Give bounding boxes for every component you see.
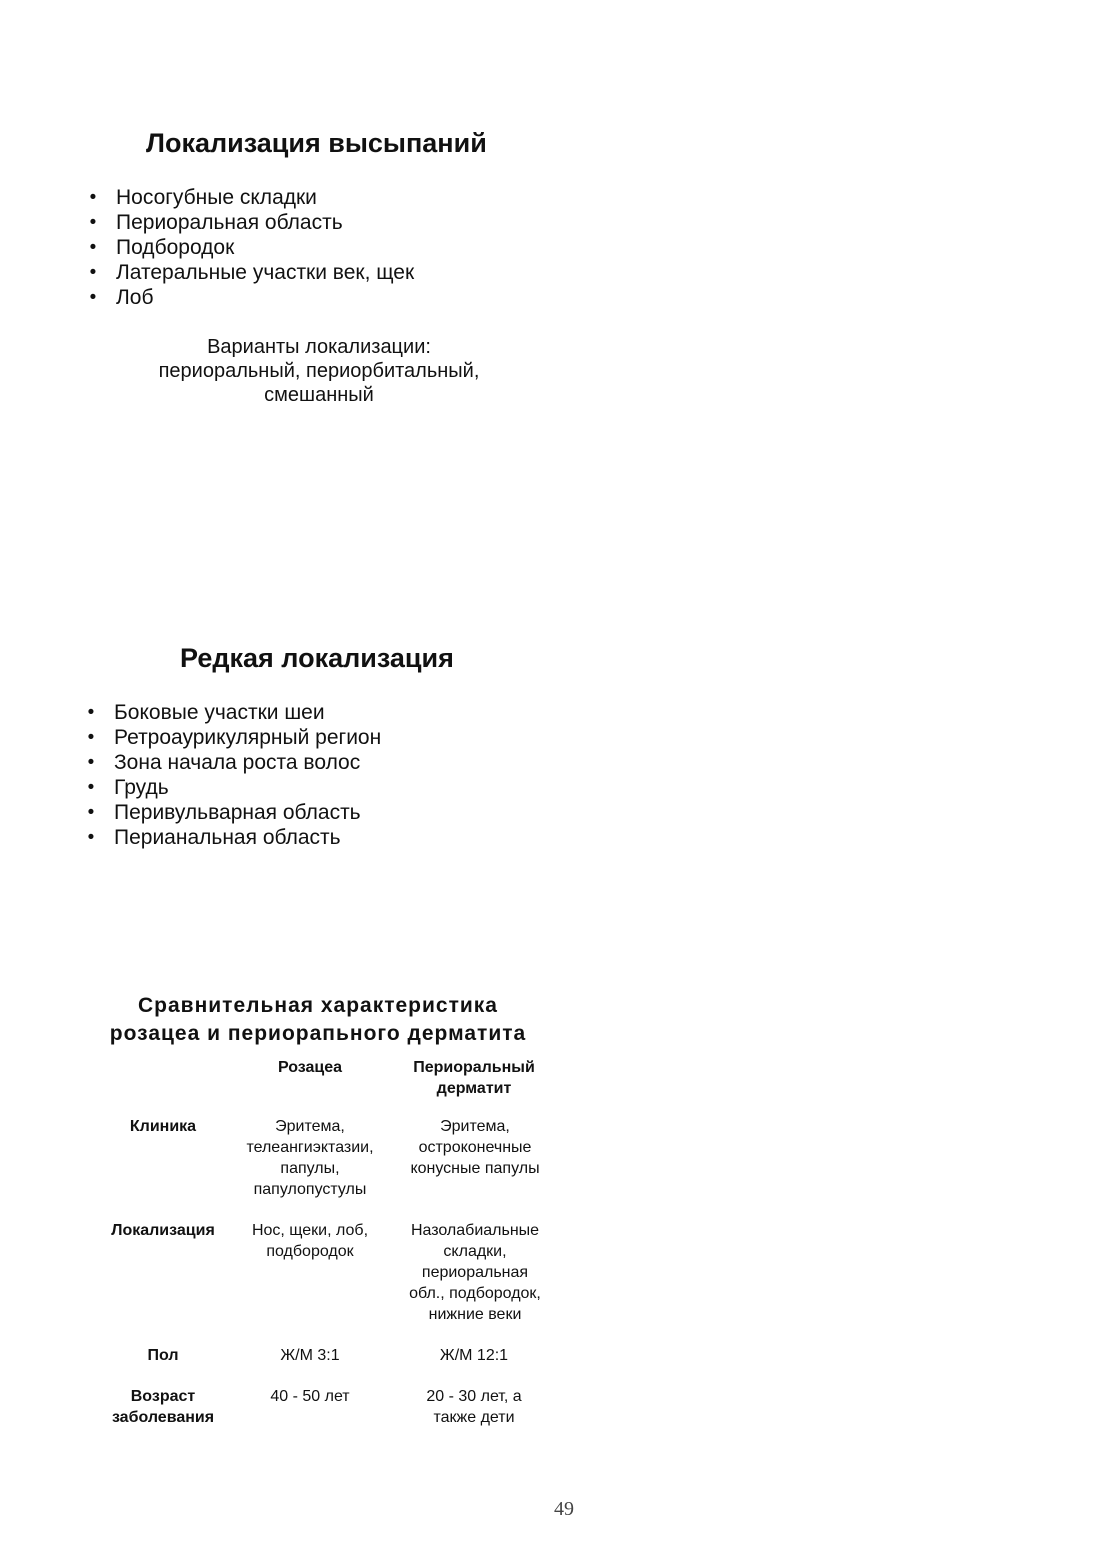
- table-row: [100, 1220, 546, 1345]
- section-title-rare-localization: Редкая локализация: [180, 643, 454, 673]
- page-number: 49: [554, 1498, 574, 1520]
- bullet-icon: •: [89, 287, 97, 308]
- header-empty: [100, 1057, 226, 1116]
- bullet-icon: •: [89, 237, 97, 258]
- cell-rosacea: Нос, щеки, лоб, подбородок: [251, 1222, 369, 1260]
- variants-line: Варианты локализации:: [207, 336, 431, 358]
- list-item: • Лоб: [86, 285, 414, 310]
- variants-line: смешанный: [264, 384, 374, 406]
- list-item: • Грудь: [84, 775, 381, 800]
- list-item: • Носогубные складки: [86, 185, 414, 210]
- localization-list: [86, 185, 414, 310]
- comparison-title-line: розацеа и периорапьного дерматита: [109, 1022, 527, 1045]
- bullet-icon: •: [87, 802, 95, 823]
- cell-rosacea: Ж/М 3:1: [280, 1347, 340, 1364]
- cell-perioral: Назолабиальные складки, периоральная обл., подбородок, нижние веки: [409, 1222, 541, 1323]
- bullet-icon: •: [87, 727, 95, 748]
- list-item: • Подбородок: [86, 235, 414, 260]
- bullet-icon: •: [89, 212, 97, 233]
- comparison-table: [100, 1057, 546, 1448]
- bullet-icon: •: [87, 702, 95, 723]
- cell-perioral: Ж/М 12:1: [439, 1347, 509, 1364]
- variants-line: периоральный, периорбитальный,: [158, 360, 480, 382]
- cell-rosacea: Эритема, телеангиэктазии, папулы, папулопустулы: [246, 1118, 374, 1198]
- header-perioral: Периоральный дерматит: [413, 1059, 535, 1097]
- comparison-title: [90, 992, 546, 1048]
- table-row: [100, 1345, 546, 1386]
- header-rosacea: Розацеа: [277, 1059, 343, 1076]
- row-label: Локализация: [111, 1222, 215, 1239]
- cell-perioral: 20 - 30 лет, а также дети: [426, 1388, 522, 1426]
- bullet-icon: •: [89, 262, 97, 283]
- list-item: • Периоральная область: [86, 210, 414, 235]
- row-label: Пол: [147, 1347, 179, 1364]
- list-item: • Перианальная область: [84, 825, 381, 850]
- table-row: [100, 1386, 546, 1448]
- localization-variants: [130, 335, 508, 407]
- bullet-icon: •: [87, 777, 95, 798]
- bullet-icon: •: [87, 827, 95, 848]
- list-item: • Боковые участки шеи: [84, 700, 381, 725]
- comparison-title-line: Сравнительная характеристика: [138, 994, 498, 1017]
- cell-perioral: Эритема, остроконечные конусные папулы: [410, 1118, 540, 1177]
- list-item: • Латеральные участки век, щек: [86, 260, 414, 285]
- list-item: • Перивульварная область: [84, 800, 381, 825]
- section-title-localization: Локализация высыпаний: [146, 128, 487, 158]
- cell-rosacea: 40 - 50 лет: [270, 1388, 350, 1405]
- table-row: [100, 1116, 546, 1220]
- rare-localization-list: [84, 700, 381, 850]
- bullet-icon: •: [87, 752, 95, 773]
- bullet-icon: •: [89, 187, 97, 208]
- list-item: • Зона начала роста волос: [84, 750, 381, 775]
- table-header-row: [100, 1057, 546, 1116]
- list-item: • Ретроаурикулярный регион: [84, 725, 381, 750]
- row-label: Клиника: [129, 1118, 197, 1135]
- row-label: Возраст заболевания: [111, 1388, 215, 1426]
